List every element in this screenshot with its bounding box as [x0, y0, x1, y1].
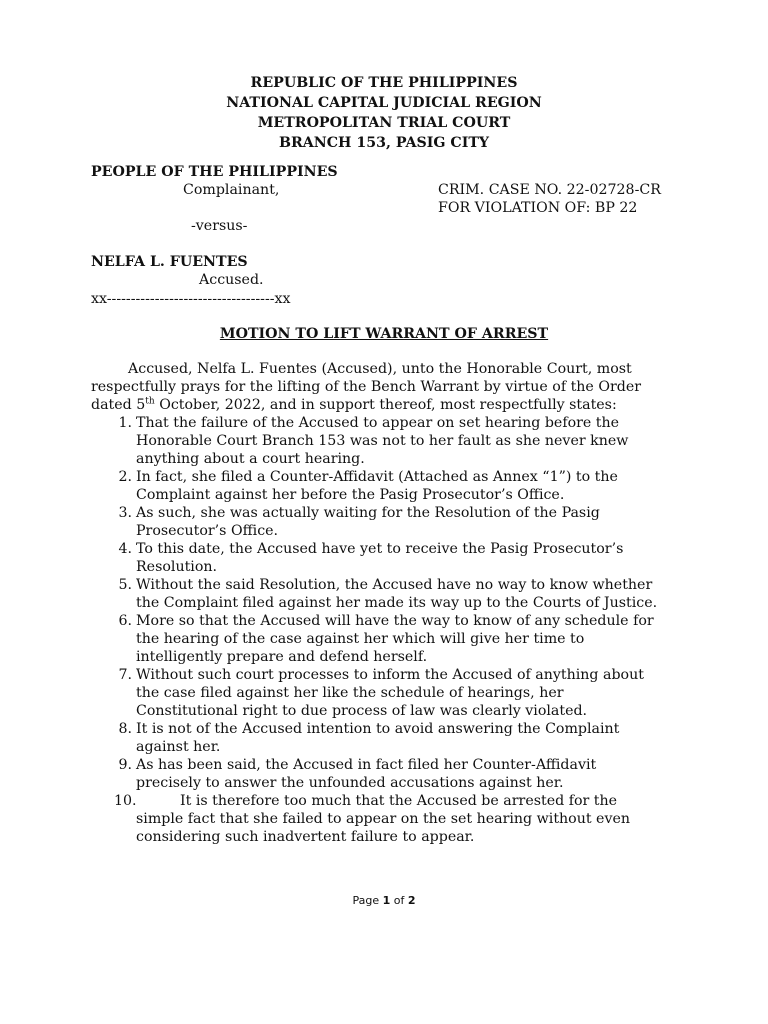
violation: FOR VIOLATION OF: BP 22: [438, 200, 638, 216]
list-item: [0, 504, 768, 540]
ordinal-suffix: th: [145, 396, 155, 407]
list-item-line: Without the said Resolution, the Accused have no way to know whether: [136, 577, 653, 593]
header-region: NATIONAL CAPITAL JUDICIAL REGION: [226, 95, 542, 111]
accused-name: NELFA L. FUENTES: [91, 254, 248, 270]
header-republic: REPUBLIC OF THE PHILIPPINES: [250, 75, 518, 91]
intro-line: [91, 396, 691, 414]
list-item-line: To this date, the Accused have yet to receive the Pasig Prosecutor’s: [136, 541, 624, 557]
list-item: [0, 792, 768, 846]
list-item-line: simple fact that she failed to appear on the set hearing without even: [136, 811, 631, 827]
list-item: [0, 612, 768, 666]
intro-text: October, 2022, and in support thereof, most respectfully states:: [154, 397, 617, 413]
list-item-line: Complaint against her before the Pasig Prosecutor’s Office.: [136, 487, 565, 503]
list-item: [0, 720, 768, 756]
header-court: METROPOLITAN TRIAL COURT: [257, 115, 511, 131]
list-item-number: 7.: [118, 667, 132, 683]
list-item: [0, 576, 768, 612]
list-item-number: 5.: [118, 577, 132, 593]
list-item-number: 8.: [118, 721, 132, 737]
numbered-list: [0, 414, 768, 846]
motion-title: MOTION TO LIFT WARRANT OF ARREST: [219, 326, 549, 342]
page-current: 1: [382, 894, 391, 907]
list-item: [0, 666, 768, 720]
list-item-line: anything about a court hearing.: [136, 451, 365, 467]
list-item-number: 10.: [114, 793, 137, 809]
list-item-line: Without such court processes to inform the Accused of anything about: [136, 667, 644, 683]
intro-text: dated 5: [91, 397, 146, 413]
list-item: [0, 414, 768, 468]
list-item-number: 4.: [118, 541, 132, 557]
list-item-number: 9.: [118, 757, 132, 773]
list-item-line: In fact, she filed a Counter-Affidavit (Attached as Annex “1”) to the: [136, 469, 618, 485]
list-item: [0, 468, 768, 504]
list-item-line: considering such inadvertent failure to appear.: [136, 829, 475, 845]
list-item-number: 1.: [118, 415, 132, 431]
list-item-line: That the failure of the Accused to appear on set hearing before the: [136, 415, 620, 431]
list-item-line: Prosecutor’s Office.: [136, 523, 279, 539]
list-item-line: It is not of the Accused intention to avoid answering the Complaint: [136, 721, 620, 737]
court-header: [0, 73, 768, 153]
list-item-text: It is therefore too much that the Accused be arrested for the: [180, 793, 618, 809]
header-branch: BRANCH 153, PASIG CITY: [278, 135, 490, 151]
page-footer: [0, 894, 768, 908]
case-number: CRIM. CASE NO. 22-02728-CR: [438, 182, 661, 198]
list-item-line: As has been said, the Accused in fact filed her Counter-Affidavit: [136, 757, 597, 773]
list-item-line: the hearing of the case against her which will give her time to: [136, 631, 585, 647]
list-item-line: the Complaint filed against her made its way up to the Courts of Justice.: [136, 595, 658, 611]
intro-line: Accused, Nelfa L. Fuentes (Accused), unto the Honorable Court, most: [128, 361, 632, 377]
caption-separator: xx-----------------------------------xx: [91, 291, 291, 307]
complainant-role: Complainant,: [183, 182, 280, 198]
list-item-line: precisely to answer the unfounded accusations against her.: [136, 775, 564, 791]
list-item-line: against her.: [136, 739, 221, 755]
list-item-number: 6.: [118, 613, 132, 629]
list-item: [0, 756, 768, 792]
list-item: [0, 540, 768, 576]
page-total: 2: [407, 894, 416, 907]
of-label: of: [393, 894, 405, 907]
intro-paragraph: [91, 360, 691, 414]
versus-label: -versus-: [191, 218, 248, 234]
list-item-line: Constitutional right to due process of law was clearly violated.: [136, 703, 588, 719]
accused-role: Accused.: [199, 272, 264, 288]
list-item-number: 3.: [118, 505, 132, 521]
list-item-number: 2.: [118, 469, 132, 485]
list-item-line: intelligently prepare and defend herself.: [136, 649, 428, 665]
complainant-name: PEOPLE OF THE PHILIPPINES: [91, 164, 338, 180]
list-item-line: More so that the Accused will have the way to know of any schedule for: [136, 613, 654, 629]
list-item-line: Honorable Court Branch 153 was not to her fault as she never knew: [136, 433, 629, 449]
intro-line: respectfully prays for the lifting of the Bench Warrant by virtue of the Order: [91, 379, 642, 395]
list-item-line: Resolution.: [136, 559, 218, 575]
list-item-line: the case filed against her like the schedule of hearings, her: [136, 685, 564, 701]
list-item-line: As such, she was actually waiting for the Resolution of the Pasig: [136, 505, 600, 521]
page-label: Page: [352, 894, 380, 907]
